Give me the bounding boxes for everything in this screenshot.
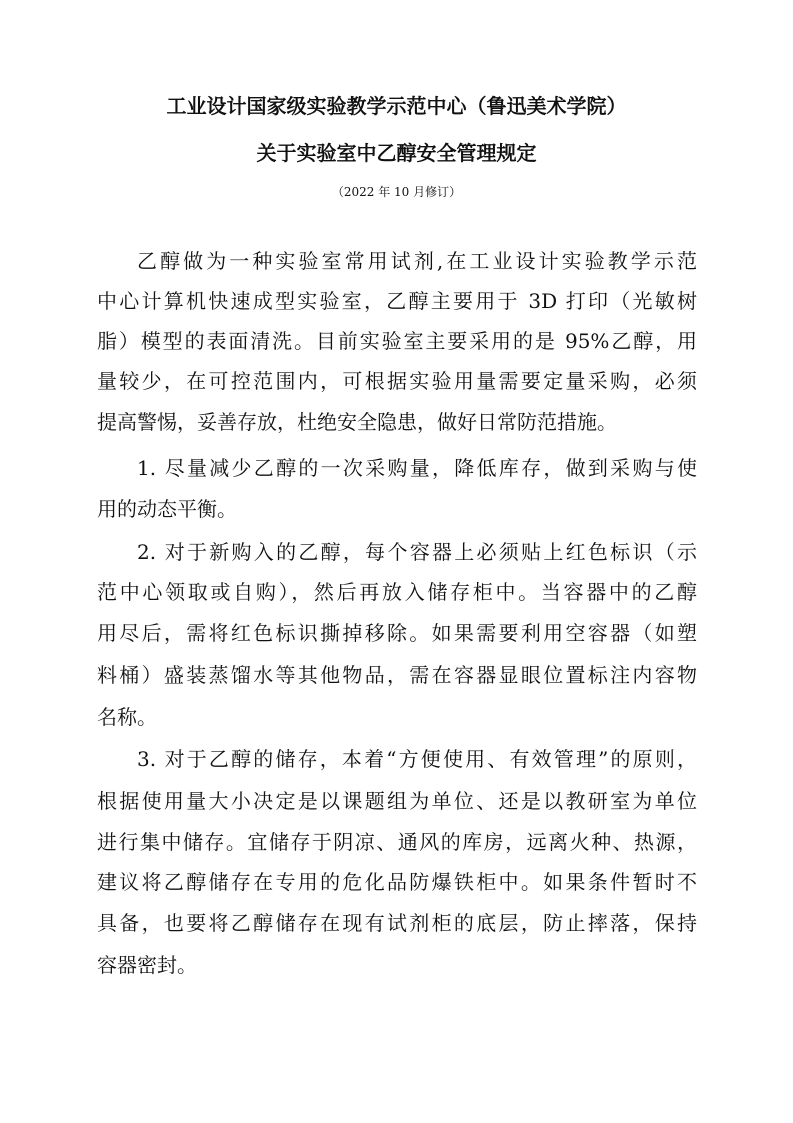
paragraph-line: 范中心领取或自购），然后再放入储存柜中。当容器中的乙醇 <box>97 580 697 604</box>
paragraph-line: 容器密封。 <box>97 953 197 977</box>
paragraph-line: 料桶）盛装蒸馏水等其他物品，需在容器显眼位置标注内容物 <box>97 663 697 687</box>
paragraph-line: 建议将乙醇储存在专用的危化品防爆铁柜中。如果条件暂时不 <box>97 870 697 894</box>
revision-date: （2022 年 10 月修订） <box>331 185 462 199</box>
paragraph-line: 乙醇做为一种实验室常用试剂,在工业设计实验教学示范 <box>137 249 697 273</box>
paragraph-line: 具备，也要将乙醇储存在现有试剂柜的底层，防止摔落，保持 <box>97 911 697 935</box>
paragraph-line: 进行集中储存。宜储存于阴凉、通风的库房，远离火种、热源， <box>97 830 697 854</box>
paragraph-line: 名称。 <box>97 705 157 729</box>
paragraph-line: 1. 尽量减少乙醇的一次采购量，降低库存，做到采购与使 <box>137 456 697 480</box>
paragraph-line: 脂）模型的表面清洗。目前实验室主要采用的是 95%乙醇，用 <box>97 329 697 353</box>
document-title-line1: 工业设计国家级实验教学示范中心（鲁迅美术学院） <box>166 94 627 118</box>
paragraph-line: 中心计算机快速成型实验室，乙醇主要用于 3D 打印（光敏树 <box>97 289 697 313</box>
paragraph-line: 量较少，在可控范围内，可根据实验用量需要定量采购，必须 <box>97 369 697 393</box>
paragraph-line: 提高警惕，妥善存放，杜绝安全隐患，做好日常防范措施。 <box>97 410 617 434</box>
paragraph-line: 根据使用量大小决定是以课题组为单位、还是以教研室为单位 <box>97 789 697 813</box>
paragraph-line: 用的动态平衡。 <box>97 497 237 521</box>
document-title-line2: 关于实验室中乙醇安全管理规定 <box>256 141 537 165</box>
paragraph-line: 2. 对于新购入的乙醇，每个容器上必须贴上红色标识（示 <box>137 540 697 564</box>
paragraph-line: 用尽后，需将红色标识撕掉移除。如果需要利用空容器（如塑 <box>97 621 697 645</box>
paragraph-line: 3. 对于乙醇的储存，本着“方便使用、有效管理”的原则， <box>137 747 697 771</box>
